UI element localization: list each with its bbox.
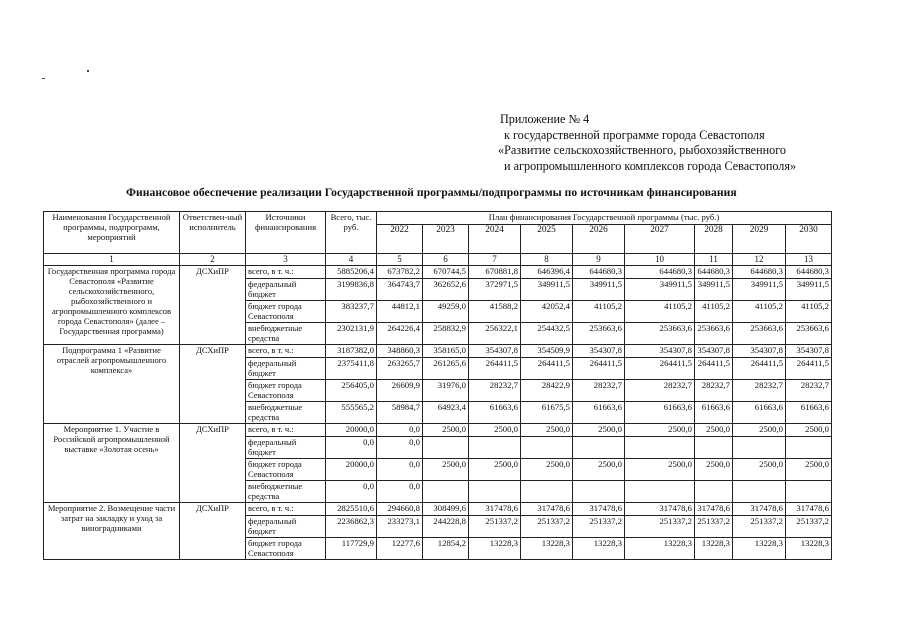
year-value: 644680,3: [573, 266, 625, 279]
responsible-executor: ДСХиПР: [180, 266, 246, 345]
year-value: [521, 481, 573, 503]
year-value: 2500,0: [469, 424, 521, 437]
year-value: [423, 437, 469, 459]
year-value: 317478,6: [695, 503, 733, 516]
program-name: Подпрограмма 1 «Развитие отраслей агропромышленного комплекса»: [44, 345, 180, 424]
funding-source: внебюджетные средства: [246, 402, 326, 424]
header-year: 2025: [521, 225, 573, 254]
total-value: 5885206,4: [326, 266, 377, 279]
table-row: [44, 424, 832, 437]
year-value: 644680,3: [733, 266, 786, 279]
year-value: 253663,6: [733, 323, 786, 345]
year-value: 317478,6: [521, 503, 573, 516]
program-name: Мероприятие 1. Участие в Российской агропромышленной выставке «Золотая осень»: [44, 424, 180, 503]
year-value: 13228,3: [786, 538, 832, 560]
year-value: 372971,5: [469, 279, 521, 301]
year-value: 28232,7: [733, 380, 786, 402]
year-value: 2500,0: [786, 459, 832, 481]
header-name: Наименования Государственной программы, подпрограмм, мероприятий: [44, 212, 180, 254]
year-value: 61663,6: [469, 402, 521, 424]
column-number: 3: [246, 254, 326, 266]
appendix-number: Приложение № 4: [500, 112, 590, 126]
year-value: [625, 481, 695, 503]
year-value: [625, 437, 695, 459]
year-value: 41588,2: [469, 301, 521, 323]
funding-source: бюджет города Севастополя: [246, 538, 326, 560]
year-value: 28232,7: [573, 380, 625, 402]
year-value: 244228,8: [423, 516, 469, 538]
year-value: 354307,8: [786, 345, 832, 358]
header-year: 2024: [469, 225, 521, 254]
year-value: [733, 481, 786, 503]
year-value: 261265,6: [423, 358, 469, 380]
scan-speck: [87, 70, 89, 72]
total-value: 2375411,8: [326, 358, 377, 380]
funding-source: бюджет города Севастополя: [246, 459, 326, 481]
total-value: 555565,2: [326, 402, 377, 424]
funding-source: бюджет города Севастополя: [246, 380, 326, 402]
total-value: 3199836,8: [326, 279, 377, 301]
year-value: 646396,4: [521, 266, 573, 279]
total-value: 117729,9: [326, 538, 377, 560]
year-value: 28232,7: [695, 380, 733, 402]
year-value: 0,0: [377, 424, 423, 437]
year-value: 264411,5: [786, 358, 832, 380]
year-value: 264411,5: [625, 358, 695, 380]
total-value: 2825510,6: [326, 503, 377, 516]
header-year: 2022: [377, 225, 423, 254]
table-row: [44, 266, 832, 279]
year-value: 41105,2: [573, 301, 625, 323]
year-value: 253663,6: [625, 323, 695, 345]
funding-source: бюджет города Севастополя: [246, 301, 326, 323]
year-value: 354307,8: [695, 345, 733, 358]
document-title: Финансовое обеспечение реализации Государственной программы/подпрограммы по источникам финансирования: [126, 186, 737, 199]
year-value: 61663,6: [733, 402, 786, 424]
year-value: [786, 437, 832, 459]
year-value: 26609,9: [377, 380, 423, 402]
header-plan: План финансирования Государственной программы (тыс. руб.): [377, 212, 832, 225]
year-value: 13228,3: [625, 538, 695, 560]
column-number: 12: [733, 254, 786, 266]
column-number: 4: [326, 254, 377, 266]
year-value: 28232,7: [625, 380, 695, 402]
header-total: Всего, тыс. руб.: [326, 212, 377, 254]
column-number: 5: [377, 254, 423, 266]
year-value: 2500,0: [573, 459, 625, 481]
total-value: 2236862,3: [326, 516, 377, 538]
year-value: 251337,2: [521, 516, 573, 538]
year-value: 64923,4: [423, 402, 469, 424]
column-number: 11: [695, 254, 733, 266]
year-value: 354307,8: [733, 345, 786, 358]
header-year: 2027: [625, 225, 695, 254]
year-value: 12277,6: [377, 538, 423, 560]
year-value: 317478,6: [625, 503, 695, 516]
financing-table: [43, 211, 832, 560]
year-value: [573, 437, 625, 459]
year-value: 2500,0: [695, 424, 733, 437]
year-value: 317478,6: [573, 503, 625, 516]
year-value: [786, 481, 832, 503]
year-value: 2500,0: [469, 459, 521, 481]
year-value: 349911,5: [695, 279, 733, 301]
funding-source: внебюджетные средства: [246, 323, 326, 345]
year-value: 28422,9: [521, 380, 573, 402]
column-number: 7: [469, 254, 521, 266]
year-value: 349911,5: [786, 279, 832, 301]
year-value: 253663,6: [786, 323, 832, 345]
year-value: [423, 481, 469, 503]
year-value: 251337,2: [625, 516, 695, 538]
year-value: 13228,3: [573, 538, 625, 560]
year-value: 354509,9: [521, 345, 573, 358]
responsible-executor: ДСХиПР: [180, 424, 246, 503]
year-value: 0,0: [377, 437, 423, 459]
year-value: 308499,6: [423, 503, 469, 516]
year-value: 254432,5: [521, 323, 573, 345]
funding-source: внебюджетные средства: [246, 481, 326, 503]
year-value: 41105,2: [786, 301, 832, 323]
funding-source: всего, в т. ч.:: [246, 266, 326, 279]
year-value: 2500,0: [786, 424, 832, 437]
year-value: 263265,7: [377, 358, 423, 380]
year-value: 294660,8: [377, 503, 423, 516]
column-number: 1: [44, 254, 180, 266]
year-value: 41105,2: [695, 301, 733, 323]
year-value: 28232,7: [786, 380, 832, 402]
year-value: 317478,6: [786, 503, 832, 516]
total-value: 0,0: [326, 481, 377, 503]
year-value: 349911,5: [521, 279, 573, 301]
year-value: 354307,8: [573, 345, 625, 358]
year-value: 61663,6: [786, 402, 832, 424]
year-value: 264411,5: [573, 358, 625, 380]
funding-source: всего, в т. ч.:: [246, 345, 326, 358]
year-value: 364743,7: [377, 279, 423, 301]
year-value: 2500,0: [521, 424, 573, 437]
total-value: 0,0: [326, 437, 377, 459]
year-value: 2500,0: [733, 459, 786, 481]
funding-source: всего, в т. ч.:: [246, 503, 326, 516]
year-value: 42052,4: [521, 301, 573, 323]
program-name: Государственная программа города Севастополя «Развитие сельскохозяйственного, рыбохозяйственного и агропромышленного комплексов города Севастополя» (далее – Государственная программа): [44, 266, 180, 345]
program-name: Мероприятие 2. Возмещение части затрат на закладку и уход за виноградниками: [44, 503, 180, 560]
year-value: [469, 481, 521, 503]
year-value: 251337,2: [733, 516, 786, 538]
year-value: 644680,3: [695, 266, 733, 279]
year-value: 264411,5: [521, 358, 573, 380]
year-value: 251337,2: [469, 516, 521, 538]
year-value: 673782,2: [377, 266, 423, 279]
year-value: 0,0: [377, 459, 423, 481]
year-value: 49259,0: [423, 301, 469, 323]
year-value: 13228,3: [695, 538, 733, 560]
year-value: 61663,6: [695, 402, 733, 424]
year-value: 58984,7: [377, 402, 423, 424]
year-value: 354307,8: [469, 345, 521, 358]
responsible-executor: ДСХиПР: [180, 503, 246, 560]
year-value: 358165,0: [423, 345, 469, 358]
year-value: 670881,8: [469, 266, 521, 279]
year-value: 354307,8: [625, 345, 695, 358]
year-value: 2500,0: [625, 424, 695, 437]
year-value: [695, 437, 733, 459]
funding-source: федеральный бюджет: [246, 358, 326, 380]
year-value: 31976,0: [423, 380, 469, 402]
column-number: 10: [625, 254, 695, 266]
column-number: 9: [573, 254, 625, 266]
appendix-program-ref: к государственной программе города Севастополя: [504, 127, 765, 142]
responsible-executor: ДСХиПР: [180, 345, 246, 424]
year-value: 264411,5: [469, 358, 521, 380]
funding-source: федеральный бюджет: [246, 437, 326, 459]
header-executor: Ответствен-ный исполнитель: [180, 212, 246, 254]
year-value: 670744,5: [423, 266, 469, 279]
year-value: 264411,5: [733, 358, 786, 380]
table-row: [44, 345, 832, 358]
year-value: 13228,3: [733, 538, 786, 560]
funding-source: всего, в т. ч.:: [246, 424, 326, 437]
year-value: 2500,0: [733, 424, 786, 437]
year-value: 644680,3: [625, 266, 695, 279]
column-number: 2: [180, 254, 246, 266]
header-year: 2028: [695, 225, 733, 254]
year-value: 233273,1: [377, 516, 423, 538]
year-value: 2500,0: [521, 459, 573, 481]
year-value: 2500,0: [573, 424, 625, 437]
scan-speck: [42, 78, 45, 79]
year-value: [521, 437, 573, 459]
year-value: 348860,3: [377, 345, 423, 358]
total-value: 20000,0: [326, 459, 377, 481]
year-value: 28232,7: [469, 380, 521, 402]
year-value: 253663,6: [695, 323, 733, 345]
year-value: 317478,6: [469, 503, 521, 516]
year-value: [573, 481, 625, 503]
year-value: 349911,5: [733, 279, 786, 301]
year-value: 2500,0: [423, 459, 469, 481]
year-value: 251337,2: [695, 516, 733, 538]
year-value: 258832,9: [423, 323, 469, 345]
year-value: 41105,2: [733, 301, 786, 323]
year-value: 0,0: [377, 481, 423, 503]
year-value: 362652,6: [423, 279, 469, 301]
year-value: 13228,3: [469, 538, 521, 560]
appendix-program-name-1: «Развитие сельскохозяйственного, рыбохозяйственного: [498, 143, 786, 157]
year-value: 253663,6: [573, 323, 625, 345]
year-value: 2500,0: [423, 424, 469, 437]
year-value: 264226,4: [377, 323, 423, 345]
total-value: 3187382,0: [326, 345, 377, 358]
appendix-program-name-2: и агропромышленного комплексов города Севастополя»: [504, 158, 797, 173]
funding-source: федеральный бюджет: [246, 516, 326, 538]
year-value: [695, 481, 733, 503]
column-number: 6: [423, 254, 469, 266]
year-value: 256322,1: [469, 323, 521, 345]
year-value: 2500,0: [625, 459, 695, 481]
year-value: 251337,2: [573, 516, 625, 538]
year-value: 349911,5: [625, 279, 695, 301]
year-value: 349911,5: [573, 279, 625, 301]
header-year: 2026: [573, 225, 625, 254]
header-year: 2030: [786, 225, 832, 254]
header-source: Источники финансирования: [246, 212, 326, 254]
year-value: 44812,1: [377, 301, 423, 323]
total-value: 383237,7: [326, 301, 377, 323]
year-value: 13228,3: [521, 538, 573, 560]
year-value: 61663,6: [625, 402, 695, 424]
year-value: 41105,2: [625, 301, 695, 323]
year-value: 644680,3: [786, 266, 832, 279]
year-value: 61675,5: [521, 402, 573, 424]
year-value: 2500,0: [695, 459, 733, 481]
year-value: [469, 437, 521, 459]
year-value: 251337,2: [786, 516, 832, 538]
year-value: 317478,6: [733, 503, 786, 516]
column-number: 8: [521, 254, 573, 266]
year-value: [733, 437, 786, 459]
funding-source: федеральный бюджет: [246, 279, 326, 301]
header-year: 2023: [423, 225, 469, 254]
column-number: 13: [786, 254, 832, 266]
year-value: 12854,2: [423, 538, 469, 560]
year-value: 61663,6: [573, 402, 625, 424]
total-value: 256405,0: [326, 380, 377, 402]
appendix-header: [498, 112, 796, 174]
year-value: 264411,5: [695, 358, 733, 380]
header-year: 2029: [733, 225, 786, 254]
table-row: [44, 503, 832, 516]
total-value: 2302131,9: [326, 323, 377, 345]
total-value: 20000,0: [326, 424, 377, 437]
